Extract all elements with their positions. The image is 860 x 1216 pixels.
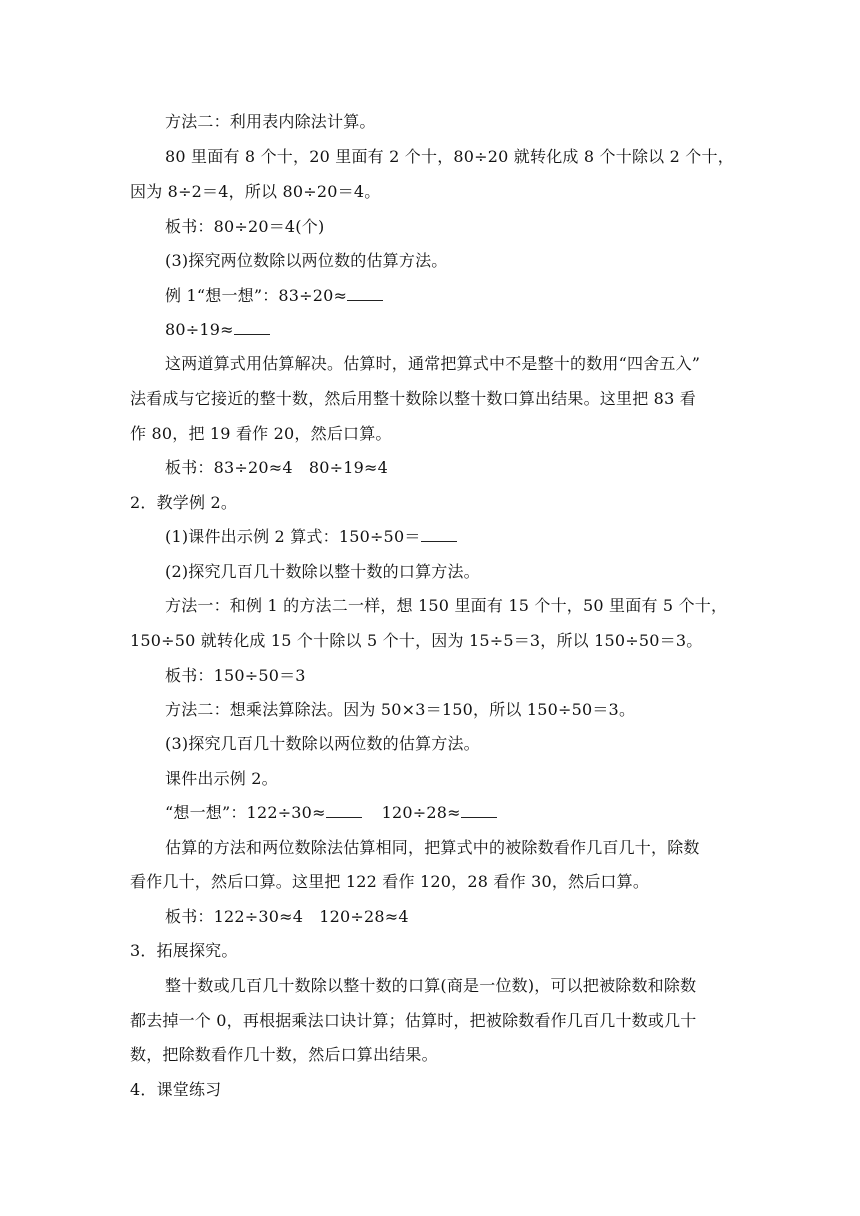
text-line: 作 80，把 19 看作 20，然后口算。 [130,424,392,443]
text-line: 板书：80÷20＝4(个) [165,217,325,236]
text-line: 数，把除数看作几十数，然后口算出结果。 [130,1045,438,1064]
answer-blank [326,803,362,818]
text-line [165,803,497,823]
text-line: (3)探究两位数除以两位数的估算方法。 [165,251,448,270]
text-line: 80 里面有 8 个十，20 里面有 2 个十，80÷20 就转化成 8 个十除以 2 个十， [165,147,734,166]
text-line: 估算的方法和两位数除法估算相同，把算式中的被除数看作几百几十，除数 [165,838,700,857]
text-line: 板书：83÷20≈4 80÷19≈4 [165,458,389,477]
text-line: 这两道算式用估算解决。估算时，通常把算式中不是整十的数用“四舍五入” [165,354,701,373]
answer-blank [421,527,457,542]
example-prompt: 例 1“想一想”：83÷20≈ [165,286,348,305]
text-line: 课件出示例 2。 [165,769,278,788]
example-prompt: “想一想”：122÷30≈ [165,803,326,822]
text-line [165,527,457,547]
text-line [165,286,383,306]
section-heading: 2．教学例 2。 [130,493,238,512]
example-prompt: 120÷28≈ [381,803,461,822]
example-prompt: (1)课件出示例 2 算式：150÷50＝ [165,527,421,546]
text-line: 150÷50 就转化成 15 个十除以 5 个十，因为 15÷5＝3，所以 150÷50＝3。 [130,631,703,650]
text-line: 板书：150÷50＝3 [165,666,306,685]
text-line: 方法一：和例 1 的方法二一样，想 150 里面有 15 个十，50 里面有 5 个十， [165,596,728,615]
text-line: 都去掉一个 0，再根据乘法口诀计算；估算时，把被除数看作几百几十数或几十 [130,1011,697,1030]
text-line: (3)探究几百几十数除以两位数的估算方法。 [165,734,480,753]
text-line: 板书：122÷30≈4 120÷28≈4 [165,907,409,926]
text-line: 方法二：利用表内除法计算。 [165,112,376,131]
text-line: 因为 8÷2＝4，所以 80÷20＝4。 [130,182,381,201]
text-line: 整十数或几百几十数除以整十数的口算(商是一位数)，可以把被除数和除数 [165,976,697,995]
text-line: 看作几十，然后口算。这里把 122 看作 120，28 看作 30，然后口算。 [130,872,650,891]
answer-blank [234,320,270,335]
answer-blank [461,803,497,818]
example-prompt: 80÷19≈ [165,320,234,339]
answer-blank [347,286,383,301]
text-line: 方法二：想乘法算除法。因为 50×3＝150，所以 150÷50＝3。 [165,700,636,719]
text-line: 法看成与它接近的整十数，然后用整十数除以整十数口算出结果。这里把 83 看 [130,389,696,408]
text-line [165,320,270,340]
section-heading: 3．拓展探究。 [130,941,238,960]
section-heading: 4．课堂练习 [130,1080,222,1099]
text-line: (2)探究几百几十数除以整十数的口算方法。 [165,562,480,581]
